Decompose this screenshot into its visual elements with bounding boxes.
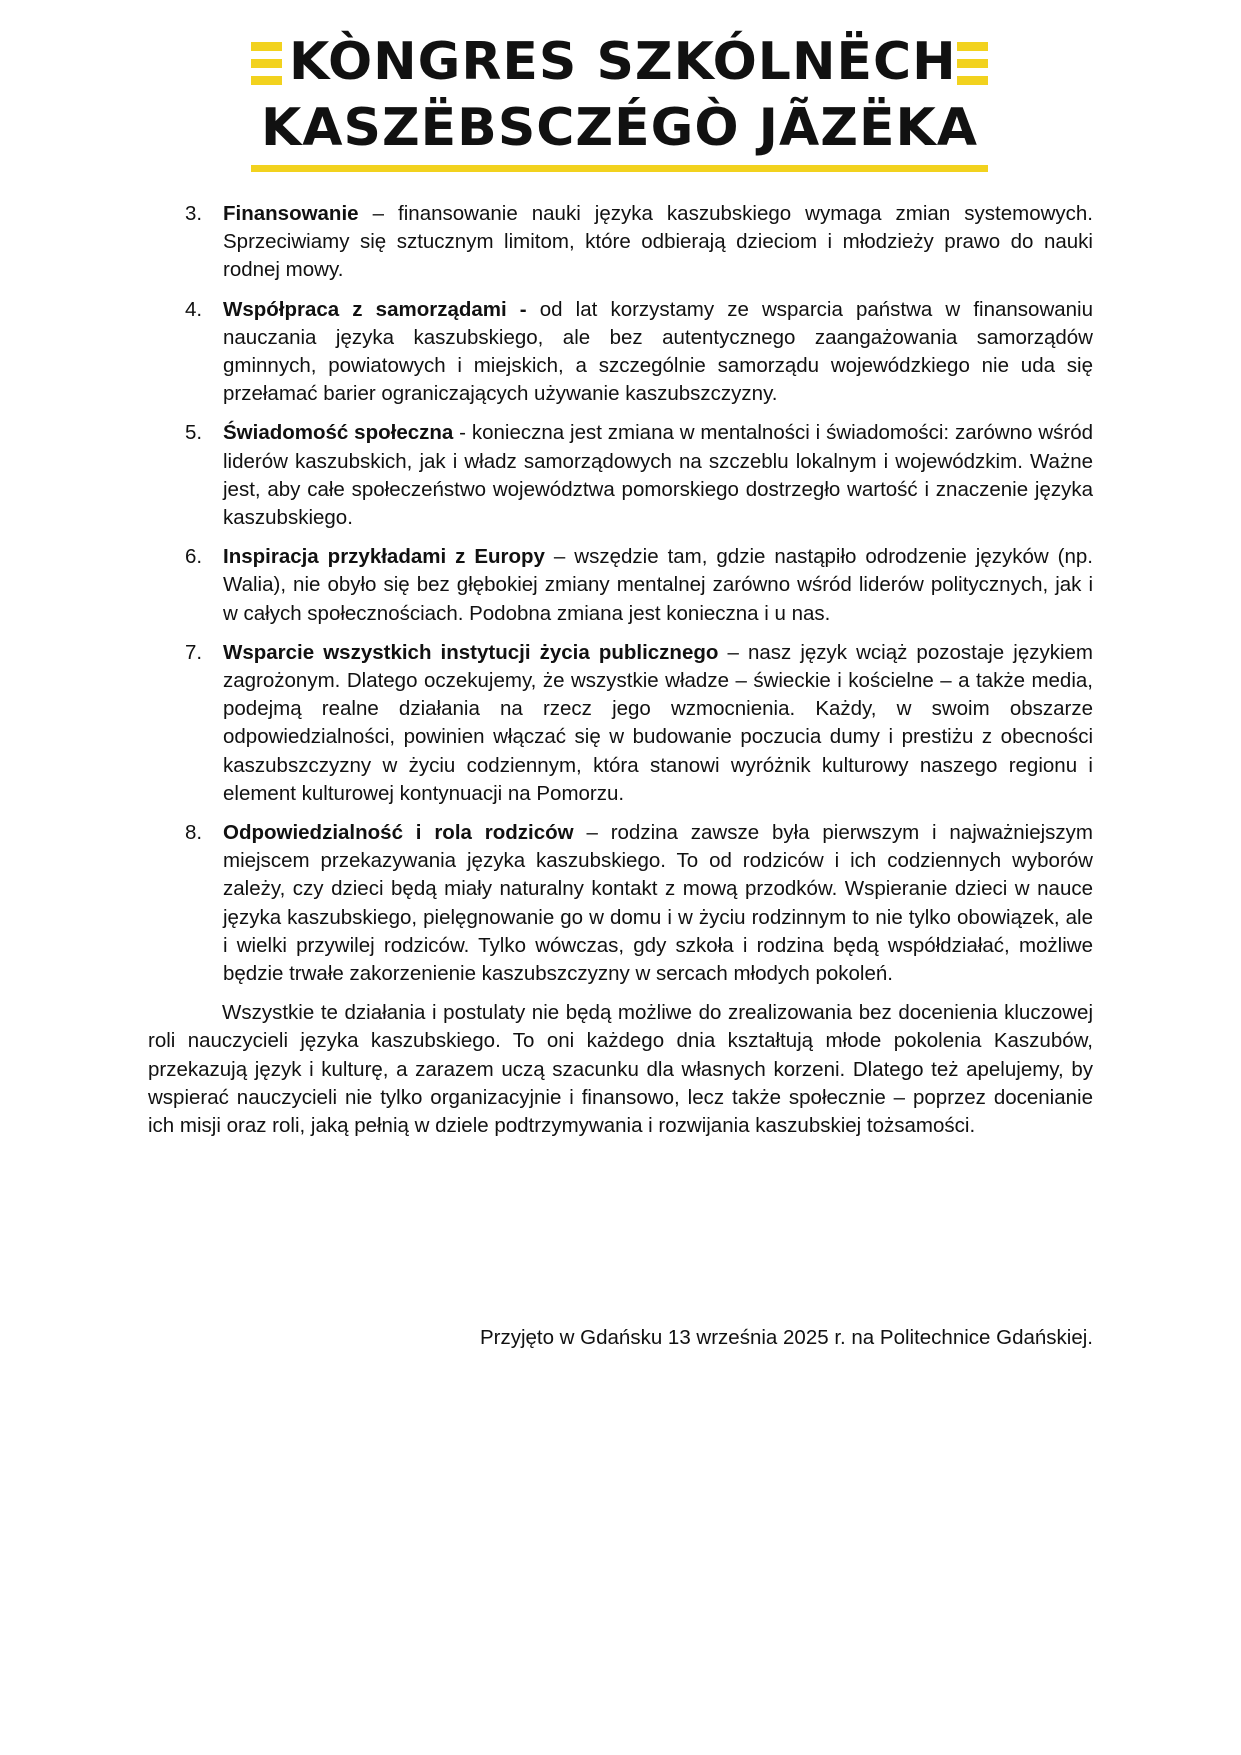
congress-logo — [251, 30, 988, 175]
yellow-bars-icon — [251, 42, 282, 86]
postulate-item — [148, 200, 1093, 285]
logo-title-line-1: KÒNGRES SZKÓLNËCH — [289, 32, 957, 92]
item-number: 6. — [185, 545, 203, 569]
closing-paragraph: Wszystkie te działania i postulaty nie będą możliwe do zrealizowania bez docenienia kluczowej roli nauczycieli języka kaszubskiego. To oni każdego dnia kształtują młode pokolenia Kaszubów, przekazują język i kulturę, a zarazem uczą szacunku dla własnych korzeni. Dlatego też apelujemy, by wspierać nauczycieli nie tylko organizacyjnie i finansowo, lecz także społecznie – poprzez docenianie ich misji oraz roli, jaką pełnią w dziele podtrzymywania i rozwijania kaszubskiej tożsamości. — [148, 1001, 1093, 1138]
yellow-bars-icon — [957, 42, 988, 86]
logo-underline — [251, 165, 988, 172]
postulate-item — [148, 419, 1093, 532]
item-text: finansowanie nauki języka kaszubskiego wymaga zmian systemowych. Sprzeciwiamy się sztucznym limitom, które odbierają dzieciom i młodzieży prawo do nauki rodnej mowy. — [223, 202, 1093, 282]
item-separator: - — [453, 421, 472, 445]
item-number: 7. — [185, 640, 203, 664]
item-text: rodzina zawsze była pierwszym i najważniejszym miejscem przekazywania języka kaszubskiego. To od rodziców i ich codziennych wyborów zależy, czy dzieci będą miały naturalny kontakt z mową przodków. Wspieranie dzieci w nauce języka kaszubskiego, pielęgnowanie go w domu i w życiu rodzinnym to nie tylko obowiązek, ale i wielki przywilej rodziców. Tylko wówczas, gdy szkoła i rodzina będą współdziałać, możliwe będzie trwałe zakorzenienie kaszubszczyzny w sercach młodych pokoleń. — [223, 821, 1093, 986]
item-title: Inspiracja przykładami z Europy — [223, 545, 545, 569]
adoption-note: Przyjęto w Gdańsku 13 września 2025 r. na Politechnice Gdańskiej. — [479, 1326, 1093, 1349]
logo-line-2 — [251, 100, 988, 156]
item-text: wszędzie tam, gdzie nastąpiło odrodzenie języków (np. Walia), nie obyło się bez głębokiej zmiany mentalnej zarówno wśród liderów politycznych, jak i w całych społecznościach. Podobna zmiana jest konieczna i u nas. — [223, 545, 1093, 625]
item-title: Wsparcie wszystkich instytucji życia publicznego — [223, 640, 719, 664]
document-body — [148, 200, 1093, 1140]
item-number: 5. — [185, 421, 203, 445]
item-separator: – — [544, 545, 575, 569]
item-separator: – — [358, 202, 399, 225]
item-number: 4. — [185, 297, 203, 321]
postulate-item — [148, 296, 1093, 409]
item-number: 3. — [185, 202, 203, 225]
item-text: konieczna jest zmiana w mentalności i świadomości: zarówno wśród liderów kaszubskich, jak i władz samorządowych na szczeblu lokalnym i wojewódzkim. Ważne jest, aby całe społeczeństwo województwa pomorskiego dostrzegło wartość i znaczenie języka kaszubskiego. — [223, 421, 1094, 530]
logo-line-1 — [251, 34, 988, 90]
item-text: nasz język wciąż pozostaje językiem zagrożonym. Dlatego oczekujemy, że wszystkie władze – świeckie i kościelne – a także media, podejmą realne działania na rzecz jego wzmocnienia. Każdy, w swoim obszarze odpowiedzialności, powinien włączać się w budowanie poczucia dumy i prestiżu z obecności kaszubszczyzny w życiu codziennym, która stanowi wyróżnik kulturowy naszego regionu i element kulturowej kontynuacji na Pomorzu. — [223, 640, 1094, 805]
postulate-item — [148, 819, 1093, 988]
postulates-list — [148, 200, 1093, 988]
item-title: Współpraca z samorządami - — [223, 297, 527, 321]
item-title: Finansowanie — [223, 202, 359, 225]
postulate-item — [148, 639, 1093, 808]
item-separator: – — [718, 640, 748, 664]
item-number: 8. — [185, 821, 203, 845]
item-separator — [527, 298, 540, 321]
logo-title-line-2: KASZËBSCZÉGÒ JÃZËKA — [260, 98, 979, 158]
postulate-item — [148, 543, 1093, 628]
item-text: od lat korzystamy ze wsparcia państwa w finansowaniu nauczania języka kaszubskiego, ale bez autentycznego zaangażowania samorządów gminnych, powiatowych i miejskich, a szczególnie samorządu wojewódzkiego nie uda się przełamać barier ograniczających używanie kaszubszczyzny. — [223, 297, 1094, 406]
item-separator: – — [573, 821, 611, 845]
item-title: Świadomość społeczna — [223, 421, 454, 445]
item-title: Odpowiedzialność i rola rodziców — [223, 821, 574, 845]
